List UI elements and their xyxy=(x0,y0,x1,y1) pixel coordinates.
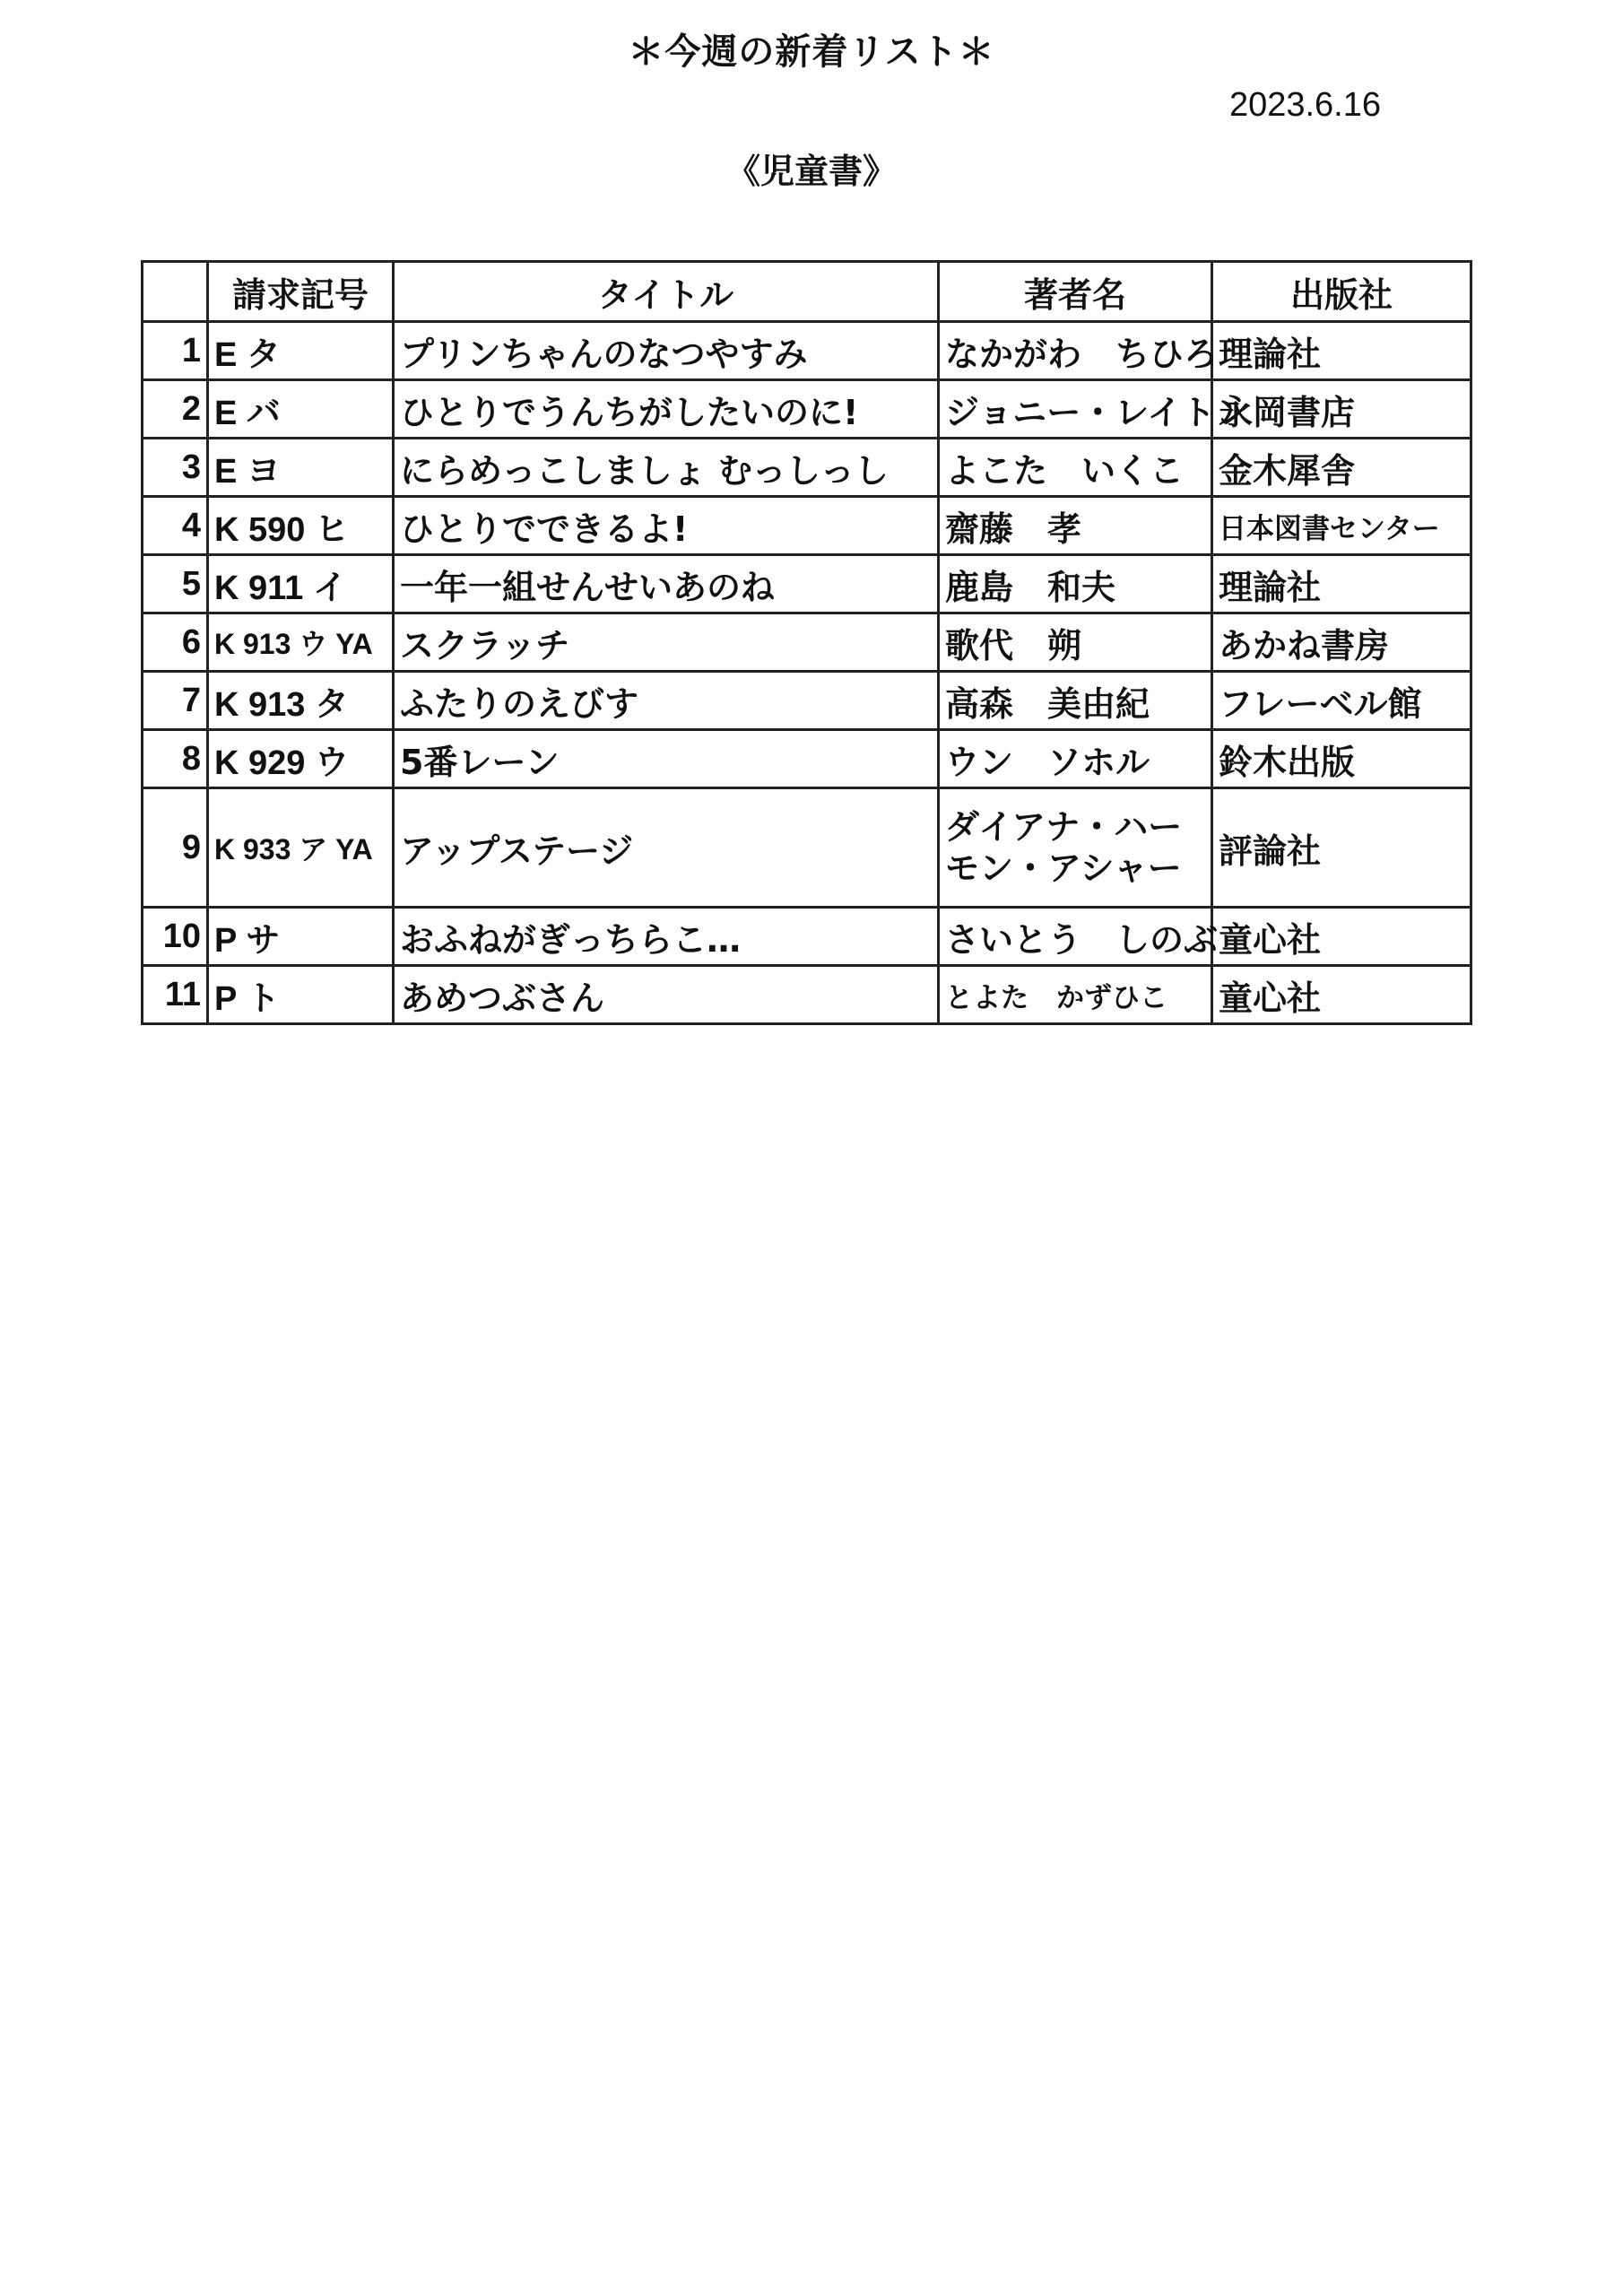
call-number-cell: P ト xyxy=(208,966,394,1024)
author-cell: 歌代 朔 xyxy=(939,613,1212,672)
author-cell: さいとう しのぶ xyxy=(939,908,1212,966)
author-cell: なかがわ ちひろ xyxy=(939,322,1212,380)
column-header-title: タイトル xyxy=(394,262,939,322)
call-number-cell: K 913 タ xyxy=(208,672,394,730)
publisher-cell: 理論社 xyxy=(1212,322,1471,380)
author-cell: 鹿島 和夫 xyxy=(939,555,1212,613)
row-number: 11 xyxy=(143,966,208,1024)
column-header-publisher: 出版社 xyxy=(1212,262,1471,322)
title-cell: アップステージ xyxy=(394,788,939,908)
row-number: 6 xyxy=(143,613,208,672)
publisher-cell: 日本図書センター xyxy=(1212,497,1471,555)
call-number-cell: E タ xyxy=(208,322,394,380)
table-row xyxy=(143,613,1471,672)
author-cell: とよた かずひこ xyxy=(939,966,1212,1024)
publisher-cell: あかね書房 xyxy=(1212,613,1471,672)
row-number: 7 xyxy=(143,672,208,730)
table-row xyxy=(143,730,1471,788)
title-cell: 5番レーン xyxy=(394,730,939,788)
title-cell: ひとりでできるよ! xyxy=(394,497,939,555)
row-number: 5 xyxy=(143,555,208,613)
author-cell: ウン ソホル xyxy=(939,730,1212,788)
publisher-cell: 理論社 xyxy=(1212,555,1471,613)
row-number: 10 xyxy=(143,908,208,966)
title-cell: 一年一組せんせいあのね xyxy=(394,555,939,613)
publisher-cell: 永岡書店 xyxy=(1212,380,1471,439)
author-cell: ダイアナ・ハーモン・アシャー xyxy=(939,788,1212,908)
author-cell: 齋藤 孝 xyxy=(939,497,1212,555)
list-date: 2023.6.16 xyxy=(1228,86,1381,124)
call-number-cell: K 929 ウ xyxy=(208,730,394,788)
row-number: 8 xyxy=(143,730,208,788)
table-row xyxy=(143,380,1471,439)
table-row xyxy=(143,497,1471,555)
new-books-table xyxy=(141,260,1472,1025)
title-cell: スクラッチ xyxy=(394,613,939,672)
column-header-author: 著者名 xyxy=(939,262,1212,322)
table-row xyxy=(143,788,1471,908)
author-cell: よこた いくこ xyxy=(939,439,1212,497)
table-row xyxy=(143,908,1471,966)
title-cell: おふねがぎっちらこ… xyxy=(394,908,939,966)
call-number-cell: K 913 ウ YA xyxy=(208,613,394,672)
section-heading: 《児童書》 xyxy=(725,152,897,191)
call-number-cell: K 933 ア YA xyxy=(208,788,394,908)
author-cell: ジョニー・レイトン xyxy=(939,380,1212,439)
row-number: 9 xyxy=(143,788,208,908)
call-number-cell: E ヨ xyxy=(208,439,394,497)
table-row xyxy=(143,966,1471,1024)
row-number: 3 xyxy=(143,439,208,497)
title-cell: ひとりでうんちがしたいのに! xyxy=(394,380,939,439)
title-cell: にらめっこしましょ むっしっし xyxy=(394,439,939,497)
title-cell: あめつぶさん xyxy=(394,966,939,1024)
call-number-cell: E バ xyxy=(208,380,394,439)
call-number-cell: K 911 イ xyxy=(208,555,394,613)
table-row xyxy=(143,322,1471,380)
table-row xyxy=(143,672,1471,730)
author-cell: 高森 美由紀 xyxy=(939,672,1212,730)
column-header-number xyxy=(143,262,208,322)
table-header-row xyxy=(143,262,1471,322)
publisher-cell: 童心社 xyxy=(1212,966,1471,1024)
column-header-call-number: 請求記号 xyxy=(208,262,394,322)
publisher-cell: 金木犀舎 xyxy=(1212,439,1471,497)
publisher-cell: 評論社 xyxy=(1212,788,1471,908)
publisher-cell: 鈴木出版 xyxy=(1212,730,1471,788)
title-cell: プリンちゃんのなつやすみ xyxy=(394,322,939,380)
page-title: ＊今週の新着リスト＊ xyxy=(628,31,995,73)
row-number: 2 xyxy=(143,380,208,439)
row-number: 4 xyxy=(143,497,208,555)
table-row xyxy=(143,439,1471,497)
call-number-cell: K 590 ヒ xyxy=(208,497,394,555)
call-number-cell: P サ xyxy=(208,908,394,966)
table-row xyxy=(143,555,1471,613)
title-cell: ふたりのえびす xyxy=(394,672,939,730)
publisher-cell: 童心社 xyxy=(1212,908,1471,966)
publisher-cell: フレーベル館 xyxy=(1212,672,1471,730)
row-number: 1 xyxy=(143,322,208,380)
